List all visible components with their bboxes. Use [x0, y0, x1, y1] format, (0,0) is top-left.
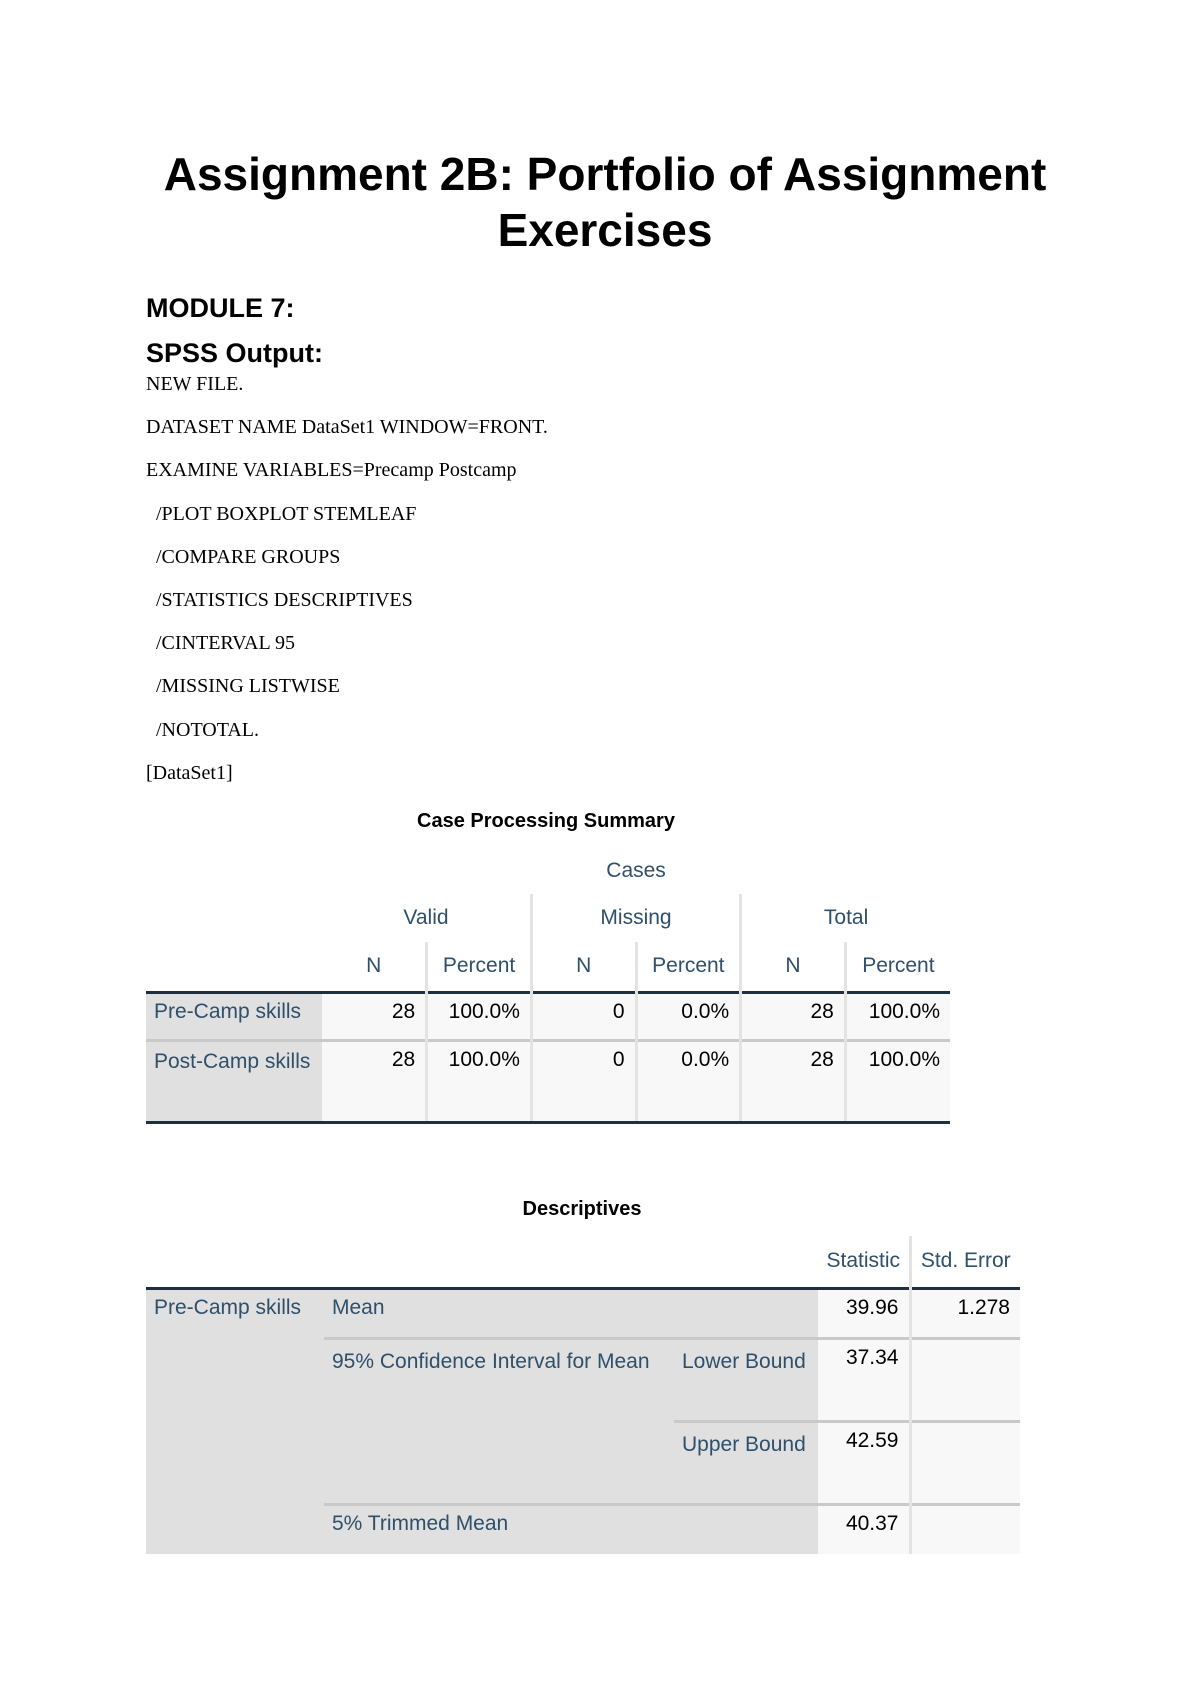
- mean-label: Mean: [324, 1288, 818, 1338]
- missing-n-cell: 0: [531, 1040, 636, 1122]
- syntax-line: /COMPARE GROUPS: [146, 545, 341, 568]
- syntax-line: [DataSet1]: [146, 761, 233, 784]
- table-row: [146, 1288, 1020, 1338]
- col-header-percent: Percent: [427, 942, 532, 992]
- case-summary-caption: Case Processing Summary: [417, 810, 675, 832]
- total-percent-cell: 100.0%: [845, 1040, 950, 1122]
- missing-header: Missing: [531, 894, 740, 942]
- table-row: [146, 1040, 950, 1122]
- trimmed-mean-value: 40.37: [818, 1504, 910, 1554]
- total-header: Total: [741, 894, 950, 942]
- syntax-line: /PLOT BOXPLOT STEMLEAF: [146, 502, 417, 525]
- col-header-n: N: [741, 942, 846, 992]
- trimmed-mean-label: 5% Trimmed Mean: [324, 1504, 818, 1554]
- ci-label: 95% Confidence Interval for Mean: [324, 1338, 674, 1504]
- module-heading: MODULE 7:: [146, 293, 295, 323]
- col-header-percent: Percent: [845, 942, 950, 992]
- mean-value: 39.96: [818, 1288, 910, 1338]
- case-summary-table: [146, 848, 950, 1124]
- syntax-line: DATASET NAME DataSet1 WINDOW=FRONT.: [146, 416, 548, 439]
- col-header-percent: Percent: [636, 942, 741, 992]
- upper-bound-label: Upper Bound: [674, 1421, 818, 1504]
- total-n-cell: 28: [741, 992, 846, 1040]
- valid-header: Valid: [322, 894, 531, 942]
- valid-n-cell: 28: [322, 992, 427, 1040]
- lower-bound-label: Lower Bound: [674, 1338, 818, 1421]
- lower-bound-std-error: [910, 1338, 1020, 1421]
- missing-percent-cell: 0.0%: [636, 1040, 741, 1122]
- trimmed-mean-std-error: [910, 1504, 1020, 1554]
- missing-percent-cell: 0.0%: [636, 992, 741, 1040]
- document-title: Assignment 2B: Portfolio of Assignment Exercises: [163, 148, 1047, 256]
- spss-output-heading: SPSS Output:: [146, 338, 323, 368]
- syntax-line: /CINTERVAL 95: [146, 632, 295, 655]
- syntax-line: /NOTOTAL.: [146, 718, 260, 741]
- col-header-n: N: [322, 942, 427, 992]
- lower-bound-value: 37.34: [818, 1338, 910, 1421]
- valid-percent-cell: 100.0%: [427, 1040, 532, 1122]
- col-header-std-error: Std. Error: [910, 1236, 1020, 1288]
- syntax-line: EXAMINE VARIABLES=Precamp Postcamp: [146, 459, 517, 482]
- syntax-line: /MISSING LISTWISE: [146, 675, 340, 698]
- syntax-line: /STATISTICS DESCRIPTIVES: [146, 588, 413, 611]
- row-label: Pre-Camp skills: [146, 992, 322, 1040]
- valid-n-cell: 28: [322, 1040, 427, 1122]
- group-label: Pre-Camp skills: [146, 1288, 324, 1554]
- total-n-cell: 28: [741, 1040, 846, 1122]
- col-header-n: N: [531, 942, 636, 992]
- row-label: Post-Camp skills: [146, 1040, 322, 1122]
- valid-percent-cell: 100.0%: [427, 992, 532, 1040]
- cases-header: Cases: [322, 848, 950, 894]
- spss-syntax-block: [146, 371, 548, 803]
- table-row: [146, 992, 950, 1040]
- upper-bound-value: 42.59: [818, 1421, 910, 1504]
- mean-std-error: 1.278: [910, 1288, 1020, 1338]
- descriptives-table: [146, 1236, 1020, 1554]
- syntax-line: NEW FILE.: [146, 373, 244, 395]
- upper-bound-std-error: [910, 1421, 1020, 1504]
- total-percent-cell: 100.0%: [845, 992, 950, 1040]
- descriptives-caption: Descriptives: [522, 1198, 642, 1220]
- missing-n-cell: 0: [531, 992, 636, 1040]
- col-header-statistic: Statistic: [818, 1236, 910, 1288]
